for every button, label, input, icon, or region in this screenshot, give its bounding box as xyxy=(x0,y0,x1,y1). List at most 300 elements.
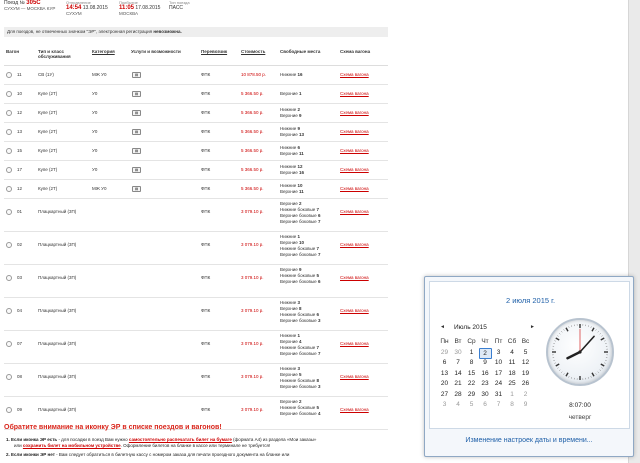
calendar-day[interactable]: 17 xyxy=(494,369,503,377)
weekday-header: Ср xyxy=(467,338,476,345)
calendar-day[interactable]: 3 xyxy=(442,401,447,408)
calendar-day[interactable]: 2 xyxy=(523,390,528,398)
calendar-day[interactable]: 10 xyxy=(494,359,503,366)
seat-count: 7 xyxy=(317,219,321,224)
seat-count: 3 xyxy=(297,366,301,371)
wagon-carrier: ФПК xyxy=(201,91,211,96)
clock-tick xyxy=(564,373,565,374)
seat-count: 9 xyxy=(298,267,302,272)
clock-tick xyxy=(566,328,568,331)
clock-tick xyxy=(559,333,560,334)
calendar-nav xyxy=(438,324,538,334)
calendar-day[interactable]: 5 xyxy=(469,401,474,408)
col-scheme: Схема вагона xyxy=(340,49,371,54)
er-notice-bold: невозможна. xyxy=(153,29,182,34)
weekday-header: Пн xyxy=(440,338,449,345)
clock-tick xyxy=(557,368,558,369)
seat-count: 11 xyxy=(298,151,304,156)
free-seats-line xyxy=(280,351,320,357)
calendar-day[interactable]: 9 xyxy=(483,359,487,366)
wagons-table xyxy=(4,46,388,430)
wagon-price: 5 366.50 р. xyxy=(241,91,264,96)
seat-count: 12 xyxy=(297,164,303,169)
seat-count: 6 xyxy=(317,213,321,218)
wagon-radio[interactable] xyxy=(6,72,12,78)
calendar-day[interactable]: 13 xyxy=(440,369,449,377)
clock-tick xyxy=(601,364,604,366)
departure-time: 14:54 xyxy=(66,5,82,11)
calendar-day[interactable]: 9 xyxy=(523,401,528,408)
seat-count: 4 xyxy=(298,339,302,344)
wagon-radio[interactable] xyxy=(6,407,12,413)
wagon-scheme-link[interactable]: Схема вагона xyxy=(340,148,369,153)
free-seats-line xyxy=(280,189,304,195)
col-seats: Свободные места xyxy=(280,49,321,54)
wagon-price: 3 079.10 р. xyxy=(241,242,264,247)
minute-hand xyxy=(580,336,594,352)
clock-tick xyxy=(554,341,555,342)
seat-kind: Нижние xyxy=(280,164,297,169)
calendar-day[interactable]: 3 xyxy=(496,348,501,356)
calendar-day[interactable]: 18 xyxy=(508,369,516,377)
seat-count: 7 xyxy=(317,252,321,257)
calendar-day[interactable]: 24 xyxy=(494,380,503,387)
free-seats-line xyxy=(280,113,302,119)
clock-tick xyxy=(600,370,601,371)
seat-kind: Верхние xyxy=(280,91,298,96)
wagon-carrier: ФПК xyxy=(201,407,211,412)
item1-line2-a: или xyxy=(14,443,23,448)
services-icon[interactable]: ▤ xyxy=(132,110,141,116)
wagon-number: 13 xyxy=(17,129,23,134)
clock-tick xyxy=(591,376,592,377)
seat-count: 8 xyxy=(316,378,320,383)
seat-count: 1 xyxy=(297,234,301,239)
col-carrier[interactable]: Перевозчик xyxy=(201,49,228,54)
item1-print-link[interactable]: самостоятельно распечатать билет на бумаге xyxy=(128,437,232,442)
wagon-number: 11 xyxy=(17,72,22,77)
seat-count: 1 xyxy=(298,91,302,96)
seat-kind: Нижние xyxy=(280,300,297,305)
clock-tick xyxy=(569,376,570,377)
wagon-number: 04 xyxy=(17,308,23,313)
er-notice-text: Для поездов, не отмеченных значком "ЭР", электронная регистрация xyxy=(7,29,153,34)
seat-count: 6 xyxy=(297,145,301,150)
calendar-day[interactable]: 30 xyxy=(481,390,489,398)
clock-tick xyxy=(561,372,562,373)
free-seats-line xyxy=(280,318,320,324)
clock-tick xyxy=(561,331,562,332)
train-type-info xyxy=(169,0,190,11)
wagon-scheme-link[interactable]: Схема вагона xyxy=(340,72,369,77)
seat-kind: Нижние xyxy=(280,72,297,77)
wagon-radio[interactable] xyxy=(6,209,12,215)
seat-count: 6 xyxy=(317,279,321,284)
services-icon[interactable]: ▤ xyxy=(132,129,141,135)
wagon-scheme-link[interactable]: Схема вагона xyxy=(340,308,369,313)
seat-count: 1 xyxy=(297,333,301,338)
seat-count: 3 xyxy=(317,384,321,389)
wagon-scheme-link[interactable]: Схема вагона xyxy=(340,167,369,172)
train-route: СУХУМ — МОСКВА КУР xyxy=(4,6,56,11)
attention-item-1-line2 xyxy=(14,443,434,449)
clock-tick xyxy=(601,336,602,337)
calendar-day[interactable]: 31 xyxy=(494,390,503,398)
wagon-type: Плацкартный (3П) xyxy=(38,275,77,280)
wagon-carrier: ФПК xyxy=(201,308,211,313)
clock-tick xyxy=(601,338,604,340)
next-month-icon[interactable]: ► xyxy=(530,324,535,330)
prev-month-icon[interactable]: ◄ xyxy=(440,324,445,330)
calendar-day[interactable]: 4 xyxy=(456,401,460,408)
calendar-day[interactable]: 25 xyxy=(508,380,516,387)
calendar-day[interactable]: 5 xyxy=(523,348,528,356)
arrival-label: Прибытие xyxy=(119,0,138,5)
seat-kind: Верхние боковые xyxy=(280,279,317,284)
seat-kind: Верхние боковые xyxy=(280,411,317,416)
seat-kind: Верхние xyxy=(280,170,298,175)
wagon-type: Купе (2Т) xyxy=(38,186,58,191)
weekday-header: Чт xyxy=(481,338,489,345)
wagon-number: 17 xyxy=(17,167,23,172)
wagon-scheme-link[interactable]: Схема вагона xyxy=(340,341,369,346)
arrival-date: 17.08.2015 xyxy=(135,5,161,11)
seat-kind: Нижние xyxy=(280,333,297,338)
clock-tick xyxy=(556,338,559,340)
seat-kind: Верхние xyxy=(280,306,298,311)
wagon-radio[interactable] xyxy=(6,242,12,248)
seat-kind: Верхние xyxy=(280,201,298,206)
wagon-scheme-link[interactable]: Схема вагона xyxy=(340,209,369,214)
wagon-carrier: ФПК xyxy=(201,110,211,115)
seat-count: 5 xyxy=(316,273,320,278)
wagon-radio[interactable] xyxy=(6,129,12,135)
wagon-category: У0 xyxy=(92,110,98,115)
wagon-price: 10 878.50 р. xyxy=(241,72,267,77)
seat-count: 7 xyxy=(316,345,320,350)
clock-face-icon xyxy=(548,320,612,384)
wagon-type: Купе (2Т) xyxy=(38,110,58,115)
clock-tick xyxy=(564,329,565,330)
wagon-price: 5 366.50 р. xyxy=(241,186,264,191)
calendar-day[interactable]: 8 xyxy=(510,401,514,408)
table-row xyxy=(4,331,388,364)
seat-kind: Верхние боковые xyxy=(280,252,317,257)
free-seats-line xyxy=(280,411,320,417)
wagon-scheme-link[interactable]: Схема вагона xyxy=(340,91,369,96)
col-price[interactable]: Стоимость xyxy=(241,49,266,54)
wagon-price: 3 079.10 р. xyxy=(241,275,264,280)
table-row xyxy=(4,199,388,232)
clock-tick xyxy=(604,363,605,364)
calendar-day[interactable]: 29 xyxy=(440,348,449,356)
clock-tick xyxy=(598,372,599,373)
wagon-category: МЖ У0 xyxy=(92,186,107,191)
free-seats-line xyxy=(280,91,302,97)
calendar-day[interactable]: 23 xyxy=(481,380,489,387)
seat-count: 9 xyxy=(297,126,301,131)
date-heading-link[interactable]: 2 июля 2015 г. xyxy=(505,296,556,305)
arrival-city: МОСКВА xyxy=(119,11,138,16)
wagon-number: 12 xyxy=(17,110,23,115)
wagon-radio[interactable] xyxy=(6,341,12,347)
calendar-day[interactable]: 30 xyxy=(454,348,462,356)
seat-kind: Нижние боковые xyxy=(280,378,316,383)
clock-tick xyxy=(596,329,597,330)
table-row xyxy=(4,123,388,142)
train-label: Поезд № xyxy=(4,0,25,6)
calendar-day[interactable]: 12 xyxy=(521,359,530,366)
calendar-day[interactable]: 29 xyxy=(467,390,476,398)
wagon-carrier: ФПК xyxy=(201,374,211,379)
seat-count: 5 xyxy=(298,372,302,377)
seat-count: 10 xyxy=(298,240,304,245)
free-seats-line xyxy=(280,219,320,225)
wagon-scheme-link[interactable]: Схема вагона xyxy=(340,374,369,379)
wagon-category: У0 xyxy=(92,129,98,134)
calendar-day[interactable]: 6 xyxy=(442,359,447,366)
seat-count: 16 xyxy=(297,72,303,77)
wagon-scheme-link[interactable]: Схема вагона xyxy=(340,110,369,115)
calendar-day[interactable]: 4 xyxy=(510,348,514,356)
wagon-number: 10 xyxy=(17,91,23,96)
departure-info xyxy=(66,0,108,17)
wagon-radio[interactable] xyxy=(6,374,12,380)
table-row xyxy=(4,265,388,298)
seat-kind: Верхние xyxy=(280,267,298,272)
seat-kind: Верхние xyxy=(280,372,298,377)
seat-count: 13 xyxy=(298,132,304,137)
table-row xyxy=(4,364,388,397)
seat-count: 11 xyxy=(298,189,304,194)
wagon-carrier: ФПК xyxy=(201,72,211,77)
wagon-carrier: ФПК xyxy=(201,167,211,172)
wagon-number: 15 xyxy=(17,148,23,153)
seat-kind: Нижние xyxy=(280,366,297,371)
seat-kind: Верхние боковые xyxy=(280,213,317,218)
services-icon[interactable]: ▤ xyxy=(132,91,141,97)
wagon-carrier: ФПК xyxy=(201,186,211,191)
services-icon[interactable]: ▤ xyxy=(132,72,141,78)
wagon-carrier: ФПК xyxy=(201,242,211,247)
free-seats-line xyxy=(280,72,303,78)
wagon-type: Плацкартный (3П) xyxy=(38,407,77,412)
calendar-month-title[interactable]: Июль 2015 xyxy=(454,324,487,331)
seat-count: 2 xyxy=(298,399,302,404)
table-header xyxy=(4,46,388,66)
item1-lead: 1. Если иконка ЭР есть xyxy=(6,437,58,442)
item1-mobile-link[interactable]: сохранить билет на мобильном устройстве xyxy=(22,443,121,448)
clock-tick xyxy=(601,368,602,369)
col-wagon: Вагон xyxy=(6,49,20,54)
seat-kind: Верхние xyxy=(280,339,298,344)
wagon-type: Купе (2Т) xyxy=(38,167,58,172)
item1-line2-c: . Оформление билетов на бланке в кассе или терминале не требуется! xyxy=(120,443,271,448)
item2-text: - Вам следует обратиться в билетную кассу с номером заказа для печати проездного документа на бланке или xyxy=(54,452,290,457)
wagon-number: 12 xyxy=(17,186,23,191)
train-type-label: Тип поезда xyxy=(169,0,190,5)
wagon-radio[interactable] xyxy=(6,148,12,154)
calendar-day[interactable]: 26 xyxy=(521,380,530,387)
calendar-day[interactable]: 14 xyxy=(454,369,462,377)
wagon-number: 02 xyxy=(17,242,23,247)
wagon-type: СВ (1У) xyxy=(38,72,54,77)
calendar-day[interactable]: 20 xyxy=(440,380,449,387)
wagon-type: Купе (2Т) xyxy=(38,129,58,134)
item1-text2: (формата А4) из раздела «Мои заказы» xyxy=(231,437,317,442)
wagon-type: Плацкартный (3П) xyxy=(38,209,77,214)
train-header xyxy=(4,0,304,22)
seat-count: 7 xyxy=(316,207,320,212)
seat-count: 3 xyxy=(317,318,321,323)
clock-tick xyxy=(592,328,594,331)
services-icon[interactable]: ▤ xyxy=(132,148,141,154)
calendar-day[interactable]: 15 xyxy=(467,369,476,377)
weekday-header: Вт xyxy=(454,338,462,345)
wagon-category: У0 xyxy=(92,167,98,172)
clock-tick xyxy=(592,373,594,376)
seat-count: 2 xyxy=(297,107,301,112)
wagon-radio[interactable] xyxy=(6,308,12,314)
clock-tick xyxy=(596,373,597,374)
wagon-radio[interactable] xyxy=(6,91,12,97)
wagon-radio[interactable] xyxy=(6,110,12,116)
seat-kind: Нижние xyxy=(280,145,297,150)
services-icon[interactable]: ▤ xyxy=(132,186,141,192)
services-icon[interactable]: ▤ xyxy=(132,167,141,173)
train-info xyxy=(4,0,55,12)
table-row xyxy=(4,161,388,180)
seat-count: 9 xyxy=(298,113,302,118)
seat-kind: Нижние боковые xyxy=(280,207,316,212)
clock-weekday: четверг xyxy=(568,414,592,421)
calendar-day[interactable]: 8 xyxy=(469,359,474,366)
change-datetime-settings-link[interactable]: Изменение настроек даты и времени... xyxy=(465,437,593,444)
train-type-value: ПАСС xyxy=(169,5,184,11)
seat-count: 7 xyxy=(316,246,320,251)
seat-kind: Нижние боковые xyxy=(280,273,316,278)
seat-kind: Верхние xyxy=(280,399,298,404)
calendar-day[interactable]: 2 xyxy=(479,348,492,359)
attention-item-2 xyxy=(6,452,426,458)
wagon-category: У0 xyxy=(92,91,98,96)
wagon-price: 5 366.50 р. xyxy=(241,110,264,115)
arrival-time: 11:05 xyxy=(119,5,135,11)
calendar-day[interactable]: 1 xyxy=(510,390,514,398)
seat-count: 2 xyxy=(298,201,302,206)
clock-tick xyxy=(600,333,601,334)
departure-date: 13.08.2015 xyxy=(82,5,108,11)
wagon-radio[interactable] xyxy=(6,275,12,281)
seat-count: 6 xyxy=(316,312,320,317)
wagon-price: 3 079.10 р. xyxy=(241,209,264,214)
wagon-type: Купе (2Т) xyxy=(38,148,58,153)
wagon-scheme-link[interactable]: Схема вагона xyxy=(340,407,369,412)
col-type: Тип и класс обслуживания xyxy=(38,49,71,59)
wagon-scheme-link[interactable]: Схема вагона xyxy=(340,186,369,191)
wagon-scheme-link[interactable]: Схема вагона xyxy=(340,129,369,134)
clock-tick xyxy=(559,370,560,371)
seat-kind: Верхние xyxy=(280,189,298,194)
wagon-price: 3 079.10 р. xyxy=(241,341,264,346)
seat-kind: Нижние боковые xyxy=(280,246,316,251)
clock-tick xyxy=(566,373,568,376)
wagon-category: МЖ У0 xyxy=(92,72,107,77)
seat-kind: Верхние боковые xyxy=(280,318,317,323)
wagon-scheme-link[interactable]: Схема вагона xyxy=(340,242,369,247)
seat-kind: Верхние боковые xyxy=(280,219,317,224)
seat-kind: Верхние xyxy=(280,240,298,245)
wagon-type: Плацкартный (3П) xyxy=(38,341,77,346)
departure-label: Отправление xyxy=(66,0,91,5)
weekday-header: Сб xyxy=(507,338,517,345)
seat-count: 10 xyxy=(297,183,303,188)
wagon-number: 08 xyxy=(17,374,23,379)
calendar-day[interactable]: 22 xyxy=(467,380,476,387)
col-category[interactable]: Категория xyxy=(92,49,115,54)
wagon-radio[interactable] xyxy=(6,186,12,192)
seat-kind: Нижние xyxy=(280,107,297,112)
hour-hand xyxy=(567,352,580,358)
calendar-day[interactable]: 27 xyxy=(440,390,449,398)
seat-count: 16 xyxy=(298,170,304,175)
wagon-type: Купе (2Т) xyxy=(38,91,58,96)
calendar-day[interactable]: 11 xyxy=(508,359,516,366)
wagon-price: 5 366.50 р. xyxy=(241,167,264,172)
wagon-radio[interactable] xyxy=(6,167,12,173)
calendar-day[interactable]: 7 xyxy=(496,401,501,408)
seat-kind: Верхние xyxy=(280,151,298,156)
arrival-info xyxy=(119,0,160,17)
seat-count: 8 xyxy=(298,306,302,311)
weekday-header: Пт xyxy=(494,338,503,345)
seat-count: 7 xyxy=(317,351,321,356)
attention-title: Обратите внимание на иконку ЭР в списке поездов и вагонов! xyxy=(4,424,222,431)
calendar-day[interactable]: 1 xyxy=(469,348,474,356)
seat-kind: Верхние боковые xyxy=(280,384,317,389)
calendar xyxy=(438,324,538,408)
wagon-type: Плацкартный (3П) xyxy=(38,308,77,313)
seat-kind: Верхние xyxy=(280,113,298,118)
item2-lead: 2. Если иконки ЭР нет xyxy=(6,452,55,457)
calendar-day[interactable]: 7 xyxy=(456,359,460,366)
calendar-day[interactable]: 21 xyxy=(454,380,462,387)
calendar-day[interactable]: 6 xyxy=(483,401,487,408)
wagon-scheme-link[interactable]: Схема вагона xyxy=(340,275,369,280)
datetime-popup xyxy=(424,276,634,457)
wagon-carrier: ФПК xyxy=(201,148,211,153)
wagon-type: Плацкартный (3П) xyxy=(38,374,77,379)
item1-text: - для посадки в поезд Вам нужно xyxy=(57,437,129,442)
col-services: Услуги и возможности xyxy=(131,49,181,54)
wagon-price: 3 079.10 р. xyxy=(241,374,264,379)
wagon-carrier: ФПК xyxy=(201,341,211,346)
wagon-number: 01 xyxy=(17,209,23,214)
wagon-number: 09 xyxy=(17,407,23,412)
clock-tick xyxy=(554,363,555,364)
wagon-number: 07 xyxy=(17,341,23,346)
wagon-carrier: ФПК xyxy=(201,129,211,134)
seat-kind: Нижние xyxy=(280,234,297,239)
table-row xyxy=(4,66,388,85)
departure-city: СУХУМ xyxy=(66,11,82,16)
table-row xyxy=(4,85,388,104)
clock-time: 8:07:00 xyxy=(569,402,591,409)
calendar-day[interactable]: 19 xyxy=(521,369,530,377)
train-number: 305С xyxy=(26,0,41,6)
calendar-day[interactable]: 16 xyxy=(481,369,489,377)
calendar-day[interactable]: 28 xyxy=(454,390,462,398)
